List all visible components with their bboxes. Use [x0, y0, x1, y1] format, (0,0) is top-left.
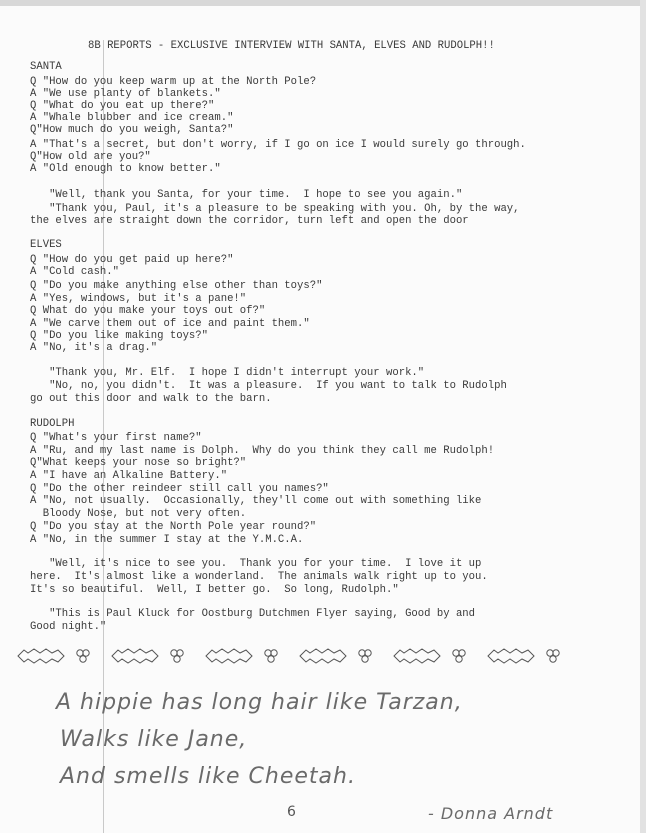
scan-edge-right [640, 0, 646, 833]
holly-border [16, 644, 576, 668]
elves-closing-line: go out this door and walk to the barn. [30, 393, 272, 405]
santa-line: A "We use planty of blankets." [30, 88, 221, 100]
santa-line: A "Whale blubber and ice cream." [30, 112, 234, 124]
holly-berry-icon [174, 656, 180, 662]
rudolph-line: Q "What's your first name?" [30, 432, 202, 444]
santa-line: Q"How much do you weigh, Santa?" [30, 124, 234, 136]
holly-leaf-icon [394, 649, 440, 663]
holly-berry-icon [553, 650, 559, 656]
scan-edge-top [0, 0, 646, 6]
elves-line: Q "How do you get paid up here?" [30, 254, 234, 266]
santa-line: Q"How old are you?" [30, 151, 151, 163]
elves-line: Q "Do you like making toys?" [30, 330, 209, 342]
holly-berry-icon [80, 656, 86, 662]
holly-berry-icon [177, 650, 183, 656]
elves-closing-line: "Thank you, Mr. Elf. I hope I didn't interrupt your work." [30, 367, 425, 379]
elves-line: A "No, it's a drag." [30, 342, 158, 354]
holly-berry-icon [268, 656, 274, 662]
section-heading-rudolph: RUDOLPH [30, 418, 75, 430]
holly-berry-icon [265, 650, 271, 656]
poem-line: And smells like Cheetah. [60, 764, 356, 789]
rudolph-line: Bloody Nose, but not very often. [30, 508, 247, 520]
page-title: 8B REPORTS - EXCLUSIVE INTERVIEW WITH SANTA, ELVES AND RUDOLPH!! [88, 40, 495, 52]
poem-author: - Donna Arndt [428, 804, 554, 823]
rudolph-line: Q "Do you stay at the North Pole year round?" [30, 521, 317, 533]
santa-closing-line: the elves are straight down the corridor, turn left and open the door [30, 215, 469, 227]
holly-berry-icon [271, 650, 277, 656]
holly-leaf-icon [488, 649, 534, 663]
rudolph-closing-line: It's so beautiful. Well, I better go. So long, Rudolph." [30, 584, 399, 596]
elves-line: Q "Do you make anything else other than toys?" [30, 280, 323, 292]
rudolph-closing-line: here. It's almost like a wonderland. The animals walk right up to you. [30, 571, 488, 583]
rudolph-line: A "Ru, and my last name is Dolph. Why do you think they call me Rudolph! [30, 445, 495, 457]
santa-closing-line: "Thank you, Paul, it's a pleasure to be speaking with you. Oh, by the way, [30, 203, 520, 215]
section-heading-elves: ELVES [30, 239, 62, 251]
santa-line: Q "How do you keep warm up at the North Pole? [30, 76, 317, 88]
holly-berry-icon [362, 656, 368, 662]
rudolph-line: Q"What keeps your nose so bright?" [30, 457, 247, 469]
holly-leaf-icon [300, 649, 346, 663]
section-heading-santa: SANTA [30, 61, 62, 73]
holly-berry-icon [359, 650, 365, 656]
rudolph-line: A "I have an Alkaline Battery." [30, 470, 228, 482]
elves-line: A "We carve them out of ice and paint them." [30, 318, 310, 330]
rudolph-closing-line: "Well, it's nice to see you. Thank you for your time. I love it up [30, 558, 482, 570]
holly-leaf-icon [18, 649, 64, 663]
holly-berry-icon [550, 656, 556, 662]
holly-leaf-icon [206, 649, 252, 663]
poem-line: Walks like Jane, [60, 727, 248, 752]
signoff-line: "This is Paul Kluck for Oostburg Dutchmen Flyer saying, Good by and [30, 608, 476, 620]
rudolph-line: A "No, not usually. Occasionally, they'll come out with something like [30, 495, 482, 507]
elves-line: Q What do you make your toys out of?" [30, 305, 266, 317]
elves-line: A "Yes, windows, but it's a pane!" [30, 293, 247, 305]
signoff-line: Good night." [30, 621, 107, 633]
santa-line: A "That's a secret, but don't worry, if I go on ice I would surely go through. [30, 139, 526, 151]
rudolph-line: A "No, in the summer I stay at the Y.M.C.A. [30, 534, 304, 546]
holly-berry-icon [456, 656, 462, 662]
holly-berry-icon [459, 650, 465, 656]
santa-line: Q "What do you eat up there?" [30, 100, 215, 112]
holly-leaf-icon [112, 649, 158, 663]
elves-closing-line: "No, no, you didn't. It was a pleasure. If you want to talk to Rudolph [30, 380, 507, 392]
holly-berry-icon [453, 650, 459, 656]
holly-berry-icon [77, 650, 83, 656]
holly-berry-icon [83, 650, 89, 656]
page-number: 6 [287, 804, 296, 820]
holly-berry-icon [171, 650, 177, 656]
holly-berry-icon [547, 650, 553, 656]
santa-line: A "Old enough to know better." [30, 163, 221, 175]
poem-line: A hippie has long hair like Tarzan, [56, 690, 463, 715]
elves-line: A "Cold cash." [30, 266, 120, 278]
santa-closing-line: "Well, thank you Santa, for your time. I hope to see you again." [30, 189, 463, 201]
rudolph-line: Q "Do the other reindeer still call you names?" [30, 483, 329, 495]
holly-berry-icon [365, 650, 371, 656]
